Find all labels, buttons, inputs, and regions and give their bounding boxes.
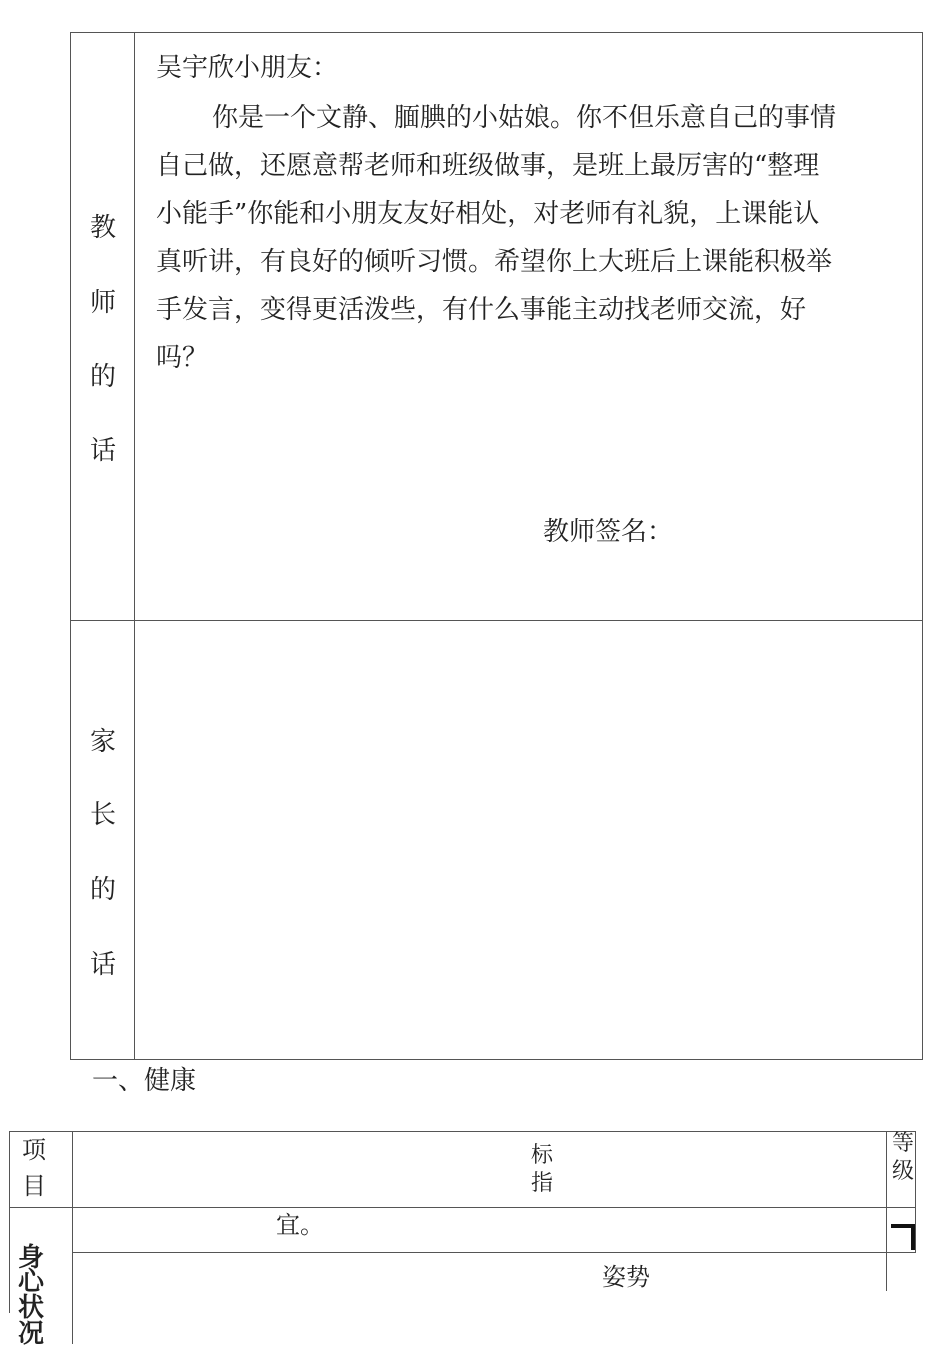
- parent-label-char-3: 的: [89, 875, 116, 905]
- eval-row-label-char-2: 心: [18, 1267, 45, 1297]
- eval-border-top: [9, 1131, 916, 1132]
- teacher-label-char-1: 教: [89, 213, 116, 243]
- table-row-divider: [70, 620, 923, 621]
- teacher-signature-label: 教师签名：: [543, 517, 674, 547]
- table-border-left: [70, 32, 71, 1060]
- eval-header-indicator-char-1: 标: [531, 1143, 554, 1168]
- eval-border-left: [9, 1131, 10, 1313]
- eval-row-label-char-4: 况: [18, 1319, 45, 1349]
- eval-header-item-char-2: 目: [22, 1172, 46, 1200]
- eval-header-indicator-char-2: 指: [531, 1171, 554, 1196]
- eval-row-label-char-1: 身: [18, 1243, 45, 1273]
- table-border-top: [70, 32, 923, 33]
- eval-header-item-char-1: 项: [22, 1136, 46, 1164]
- parent-label-char-2: 长: [89, 800, 116, 830]
- parent-label-char-4: 话: [89, 950, 116, 980]
- health-heading: 一、健康: [92, 1066, 197, 1096]
- eval-row-label-char-3: 状: [18, 1293, 45, 1323]
- parent-label-char-1: 家: [89, 727, 116, 757]
- table-column-divider: [134, 32, 135, 1060]
- eval-header-grade-char-1: 等: [892, 1131, 915, 1156]
- teacher-comment-line-3: 小能手”你能和小朋友友好相处，对老师有礼貌，上课能认: [156, 199, 820, 229]
- eval-header-row-divider: [9, 1207, 916, 1208]
- grade-mark: [891, 1224, 915, 1250]
- eval-row-2-text: 姿势: [602, 1263, 650, 1291]
- teacher-comment-line-2: 自己做，还愿意帮老师和班级做事，是班上最厉害的“整理: [156, 151, 820, 181]
- eval-row-1-text: 宜。: [276, 1211, 324, 1239]
- table-border-right: [922, 32, 923, 1060]
- teacher-label-char-3: 的: [89, 362, 116, 392]
- eval-row-divider: [72, 1252, 916, 1253]
- teacher-comment-line-5: 手发言，变得更活泼些，有什么事能主动找老师交流，好: [156, 295, 807, 325]
- eval-header-grade-char-2: 级: [892, 1159, 915, 1184]
- table-border-bottom: [70, 1059, 923, 1060]
- eval-border-right: [915, 1131, 916, 1253]
- teacher-comment-line-1: 你是一个文静、腼腆的小姑娘。你不但乐意自己的事情: [212, 103, 837, 133]
- teacher-greeting: 吴宇欣小朋友：: [156, 53, 339, 83]
- parent-comment-area[interactable]: [136, 622, 921, 1058]
- teacher-label-char-4: 话: [89, 436, 116, 466]
- eval-col-divider-1: [72, 1131, 73, 1344]
- teacher-comment-line-6: 吗？: [156, 343, 209, 373]
- teacher-comment-line-4: 真听讲，有良好的倾听习惯。希望你上大班后上课能积极举: [156, 247, 833, 277]
- teacher-label-char-2: 师: [89, 288, 116, 318]
- eval-col-divider-2: [886, 1131, 887, 1291]
